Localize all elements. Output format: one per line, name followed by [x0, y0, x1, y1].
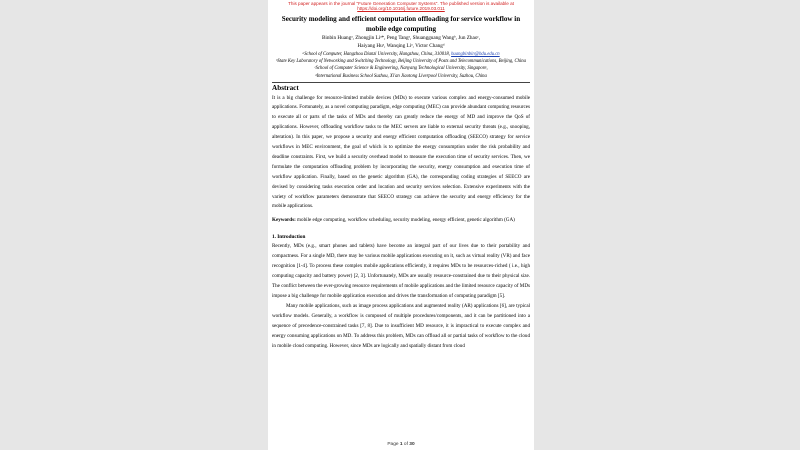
abstract-divider — [272, 82, 530, 83]
abstract-text: It is a big challenge for resource-limited mobile devices (MDs) to execute various complex and energy-consumed mobile applications. Fortunately, as a novel computing paradigm, edge computing (MEC) can provide abundant computing resources to execute all or parts of the tasks of MDs and thereby can greatly reduce the energy of MD and improve the QoS of applications. However, offloading workflow tasks to the MEC servers are liable to external security threats (e.g., snooping, alteration). In this paper, we propose a security and energy efficient computation offloading (SEECO) strategy for service workflows in MEC environment, the goal of which is to optimize the energy consumption under the risk probability and deadline constraints. First, we build a security overhead model to measure the execution time of security services. Then, we formulate the computation offloading problem by incorporating the security, energy consumption and execution time of workflow application. Finally, based on the genetic algorithm (GA), the corresponding coding strategies of SEECO are devised by considering tasks execution order and location and security services selection. Extensive experiments with the variety of workflow parameters demonstrate that SEECO strategy can achieve the security and energy efficiency for the mobile applications. — [272, 94, 530, 210]
page-footer — [268, 442, 534, 447]
doi-link[interactable]: https://doi.org/10.1016/j.future.2019.03.011 — [357, 6, 445, 12]
abstract-heading: Abstract — [272, 84, 299, 92]
section-heading-introduction: 1. Introduction — [272, 233, 306, 240]
affiliation-b: ᵇState Key Laboratory of Networking and Switching Technology, Beijing University of Posts and Telecommunications, Beijing, China — [276, 59, 526, 65]
affiliation-a — [272, 51, 530, 58]
keywords-text: mobile edge computing, workflow scheduling, security modeling, energy efficient, genetic algorithm (GA) — [295, 217, 515, 224]
author-list — [272, 35, 530, 51]
affiliations — [272, 51, 530, 80]
paper-title: Security modeling and efficient computation offloading for service workflow in mobile edge computing — [281, 15, 521, 33]
authors-line-2: Haiyang Huᵃ, Wanqing Liᵃ, Victor Changᵈ — [357, 42, 445, 49]
keywords-label: Keywords: — [272, 217, 296, 224]
authors-line-1: Binbin Huangᵃ, Zhongjin Liᵃ*, Peng Tangᵃ, Shuangguang Wangᵇ, Jun Zhaoᶜ, — [321, 35, 481, 41]
current-page-number: 1 — [399, 442, 403, 447]
journal-notice-text: This paper appears in the journal "Future Generation Computer Systems". The published version is available at — [288, 0, 514, 6]
total-page-count: 30 — [409, 442, 415, 447]
page-content — [272, 15, 530, 351]
keywords — [272, 216, 530, 226]
journal-notice — [268, 1, 534, 12]
author-email-link[interactable]: huangbinbin@hdu.edu.cn — [451, 51, 500, 57]
intro-paragraph-2: Many mobile applications, such as image process applications and augmented reality (AR) applications [6], are typical workflow models. Generally, a workflow is composed of multiple procedures/components, and it can be partitioned into a sequence of precedence-constrained tasks [7, 8]. Due to insufficient MD resource, it is impractical to execute complex and energy consuming applications on MD. To address this problem, MDs can offload all or partial tasks of workflow to the cloud in mobile cloud computing. However, since MDs are logically and spatially distant from cloud — [272, 302, 530, 349]
pdf-page — [268, 0, 534, 450]
of-label: of — [403, 442, 408, 447]
affiliation-a-text: ᵃSchool of Computer, Hangzhou Dianzi University, Hangzhou, China, 310018, — [302, 51, 450, 57]
intro-paragraph-1: Recently, MDs (e.g., smart phones and tablets) have become an integral part of our lives due to their portability and compactness. For a single MD, there may be various mobile applications executing on it, such as virtual reality (VR) and face recognition [1-4]. To process these complex mobile applications efficiently, it requires MDs to be resources-riched ( i.e., high computing capacity and battery power) [2, 3]. Unfortunately, MDs are usually resource-constrained due to their physical size. The conflict between the ever-growing resource requirements of mobile applications and the limited resource capacity of MDs impose a big challenge for mobile application execution and drives the transformation of computing paradigm [5]. — [272, 243, 530, 299]
page-label: Page — [387, 442, 399, 447]
affiliation-d: ᵈInternational Business School Suzhou, Xi'an Jiaotong Liverpool University, Suzhou, China — [315, 73, 487, 79]
affiliation-c: ᶜSchool of Computer Science & Engineering, Nanyang Technological University, Singapore, — [314, 66, 488, 72]
